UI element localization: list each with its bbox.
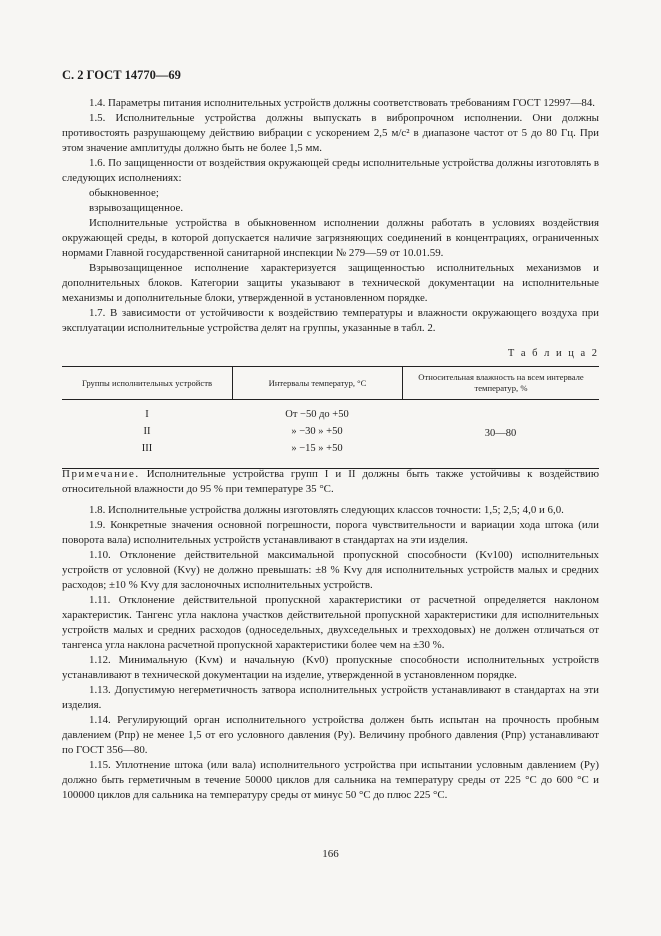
paragraph-1-15: 1.15. Уплотнение штока (или вала) исполнительного устройства при испытании условным давлением (Pу) должно быть герметичным в течение 50000 циклов для сальника на температуру среды от 225 °С до 600 °С и 100000 циклов для сальника на температуру среды от минус 50 °С до плюс 225 °С.: [62, 759, 599, 801]
column-groups: [62, 406, 232, 468]
paragraph-1-7: 1.7. В зависимости от устойчивости к воздействию температуры и влажности окружающего воздуха при эксплуатации исполнительные устройства делят на группы, указанные в табл. 2.: [62, 307, 599, 334]
header-temperature: Интервалы температур, °С: [232, 367, 402, 399]
note-label: Примечание.: [62, 468, 140, 480]
page-number: 166: [322, 848, 339, 860]
paragraph-1-14: 1.14. Регулирующий орган исполнительного устройства должен быть испытан на прочность пробным давлением (Pпр) не менее 1,5 от его условного давления (Pу). Величину пробного давления (Pпр) устанавливают по ГОСТ 356—80.: [62, 714, 599, 756]
note-text: Исполнительные устройства групп I и II должны быть также устойчивы к воздействию относительной влажности до 95 % при температуре 35 °С.: [62, 468, 599, 495]
table-body: [62, 400, 599, 468]
paragraph-explosion-proof: Взрывозащищенное исполнение характеризуется защищенностью исполнительных механизмов и дополнительных блоков. Категории защиты указывают в технической документации на исполнительные механизмы и дополнительные блоки, утвержденной в установленном порядке.: [62, 262, 599, 304]
table-header-row: [62, 367, 599, 400]
table-caption: Т а б л и ц а 2: [507, 348, 599, 359]
paragraph-1-13: 1.13. Допустимую негерметичность затвора исполнительных устройств устанавливают в стандартах на эти изделия.: [62, 684, 599, 711]
page-header: С. 2 ГОСТ 14770—69: [62, 68, 181, 82]
group-cell: I: [145, 409, 149, 420]
table-note: [62, 467, 599, 497]
paragraph-1-5: 1.5. Исполнительные устройства должны выпускать в вибропрочном исполнении. Они должны противостоять разрушающему действию вибрации с ускорением 2,5 м/с² в диапазоне частот от 5 до 80 Гц. При этом значение амплитуды должно быть не более 1,5 мм.: [62, 112, 599, 154]
paragraph-1-4: 1.4. Параметры питания исполнительных устройств должны соответствовать требованиям ГОСТ 12997—84.: [89, 97, 596, 109]
interval-cell: » −30 » +50: [291, 426, 343, 437]
column-intervals: [232, 406, 402, 468]
interval-cell: От −50 до +50: [285, 409, 349, 420]
table-2: [62, 366, 599, 469]
paragraph-1-8: 1.8. Исполнительные устройства должны изготовлять следующих классов точности: 1,5; 2,5; 4,0 и 6,0.: [89, 504, 564, 516]
group-cell: III: [141, 443, 153, 454]
column-humidity: [402, 406, 599, 468]
humidity-cell: 30—80: [484, 427, 517, 439]
header-groups: Группы исполнительных устройств: [81, 377, 213, 388]
paragraph-1-10: 1.10. Отклонение действительной максимальной пропускной способности (Kv100) исполнительных устройств от условной (Kvy) не должно превышать: ±8 % Kvy для исполнительных устройств малых и средних расходов; ±10 % Kvy для заслоночных исполнительных устройств.: [62, 549, 599, 591]
paragraph-1-12: 1.12. Минимальную (Kvм) и начальную (Kv0) пропускные способности исполнительных устройств устанавливают в технической документации на изделие, утвержденной в установленном порядке.: [62, 654, 599, 681]
header-humidity: Относительная влажность на всем интервале температур, %: [402, 367, 599, 399]
body-text-bottom: [62, 503, 599, 803]
paragraph-1-11: 1.11. Отклонение действительной пропускной характеристики от расчетной определяется наклоном характеристик. Тангенс угла наклона участков действительной пропускной характеристики для исполнительных устройств малых и средних расходов (односедельных, двухседельных и трехходовых) не должен отличаться от тангенса угла наклона расчетной пропускной характеристики более чем на ±30 %.: [62, 594, 599, 651]
list-item-ordinary: обыкновенное;: [89, 187, 159, 199]
paragraph-ordinary-conditions: Исполнительные устройства в обыкновенном исполнении должны работать в условиях воздействия окружающей среды, в которой допускается наличие загрязняющих соединений в концентрациях, ограниченных нормами Главной государственной санитарной инспекции № 279—59 от 10.01.59.: [62, 217, 599, 259]
body-text-top: [62, 96, 599, 336]
interval-cell: » −15 » +50: [291, 443, 343, 454]
paragraph-1-9: 1.9. Конкретные значения основной погрешности, порога чувствительности и вариации хода штока (или поворота вала) исполнительных устройств устанавливают в стандартах на эти изделия.: [62, 519, 599, 546]
group-cell: II: [143, 426, 151, 437]
paragraph-1-6: 1.6. По защищенности от воздействия окружающей среды исполнительные устройства должны изготовлять в следующих исполнениях:: [62, 157, 599, 184]
list-item-explosion-proof: взрывозащищенное.: [89, 202, 184, 214]
